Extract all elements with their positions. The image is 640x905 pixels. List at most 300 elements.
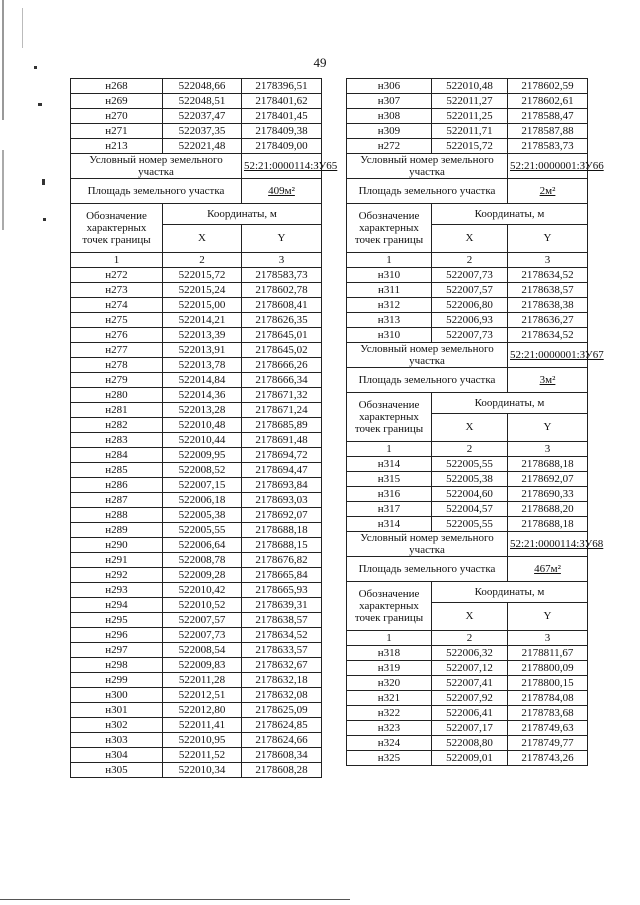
cell-y: 2178783,68 bbox=[508, 706, 588, 721]
left-row bbox=[71, 388, 322, 403]
cell-x: 522010,95 bbox=[163, 733, 242, 748]
cell-y: 2178666,34 bbox=[242, 373, 322, 388]
cell-y: 2178691,48 bbox=[242, 433, 322, 448]
left-row bbox=[71, 403, 322, 418]
right-row bbox=[347, 328, 588, 343]
cad-number-label: Условный номер земельного участка bbox=[347, 343, 508, 368]
cell-y: 2178688,18 bbox=[508, 457, 588, 472]
column-number: 3 bbox=[508, 631, 588, 646]
cell-x: 522007,41 bbox=[432, 676, 508, 691]
right-row bbox=[347, 691, 588, 706]
cell-point: н286 bbox=[71, 478, 163, 493]
column-number: 3 bbox=[508, 442, 588, 457]
cell-point: н316 bbox=[347, 487, 432, 502]
right-row bbox=[347, 721, 588, 736]
cell-x: 522013,91 bbox=[163, 343, 242, 358]
right-row bbox=[347, 751, 588, 766]
cell-y: 2178692,07 bbox=[508, 472, 588, 487]
cell-x: 522011,27 bbox=[432, 94, 508, 109]
right-row bbox=[347, 472, 588, 487]
cell-x: 522010,42 bbox=[163, 583, 242, 598]
right-1-colnum-row bbox=[347, 253, 588, 268]
left-row bbox=[71, 748, 322, 763]
cell-y: 2178638,57 bbox=[242, 613, 322, 628]
left-row bbox=[71, 733, 322, 748]
cell-x: 522009,95 bbox=[163, 448, 242, 463]
cell-x: 522011,41 bbox=[163, 718, 242, 733]
cell-y: 2178401,62 bbox=[242, 94, 322, 109]
right-3-colnum-row bbox=[347, 631, 588, 646]
cell-x: 522007,17 bbox=[432, 721, 508, 736]
cell-x: 522005,38 bbox=[432, 472, 508, 487]
cell-x: 522006,64 bbox=[163, 538, 242, 553]
cell-y: 2178692,07 bbox=[242, 508, 322, 523]
cell-y: 2178639,31 bbox=[242, 598, 322, 613]
cell-y: 2178690,33 bbox=[508, 487, 588, 502]
cell-point: н315 bbox=[347, 472, 432, 487]
coordinates-header: Координаты, м bbox=[432, 582, 588, 603]
cell-point: н285 bbox=[71, 463, 163, 478]
cell-x: 522010,48 bbox=[432, 79, 508, 94]
left-row bbox=[71, 703, 322, 718]
cell-x: 522005,38 bbox=[163, 508, 242, 523]
right-row bbox=[347, 268, 588, 283]
cell-point: н282 bbox=[71, 418, 163, 433]
left-row bbox=[71, 643, 322, 658]
cell-point: н269 bbox=[71, 94, 163, 109]
left-colnum-row bbox=[71, 253, 322, 268]
left-row bbox=[71, 583, 322, 598]
cell-x: 522009,28 bbox=[163, 568, 242, 583]
column-number: 3 bbox=[242, 253, 322, 268]
left-row bbox=[71, 298, 322, 313]
cad-number-value: 52:21:0000114:ЗУ65 bbox=[242, 154, 322, 179]
cell-y: 2178636,27 bbox=[508, 313, 588, 328]
right-row bbox=[347, 487, 588, 502]
left-row bbox=[71, 373, 322, 388]
y-header: Y bbox=[508, 414, 588, 442]
left-row bbox=[71, 448, 322, 463]
cell-y: 2178608,28 bbox=[242, 763, 322, 778]
cell-point: н291 bbox=[71, 553, 163, 568]
cell-x: 522010,52 bbox=[163, 598, 242, 613]
cad-number-value: 52:21:0000001:ЗУ67 bbox=[508, 343, 588, 368]
cell-x: 522037,35 bbox=[163, 124, 242, 139]
left-row bbox=[71, 763, 322, 778]
left-row bbox=[71, 418, 322, 433]
cell-y: 2178409,38 bbox=[242, 124, 322, 139]
cell-x: 522014,21 bbox=[163, 313, 242, 328]
cell-point: н280 bbox=[71, 388, 163, 403]
cell-point: н271 bbox=[71, 124, 163, 139]
cell-x: 522015,72 bbox=[432, 139, 508, 154]
cell-x: 522005,55 bbox=[432, 457, 508, 472]
cell-x: 522015,72 bbox=[163, 268, 242, 283]
cell-y: 2178588,47 bbox=[508, 109, 588, 124]
cell-x: 522007,12 bbox=[432, 661, 508, 676]
cell-point: н272 bbox=[71, 268, 163, 283]
cell-y: 2178583,73 bbox=[508, 139, 588, 154]
cell-x: 522010,44 bbox=[163, 433, 242, 448]
cell-point: н310 bbox=[347, 328, 432, 343]
cell-point: н284 bbox=[71, 448, 163, 463]
cell-point: н278 bbox=[71, 358, 163, 373]
cell-y: 2178665,84 bbox=[242, 568, 322, 583]
cell-x: 522006,93 bbox=[432, 313, 508, 328]
left-row bbox=[71, 628, 322, 643]
right-2-colnum-row bbox=[347, 442, 588, 457]
cell-y: 2178688,15 bbox=[242, 538, 322, 553]
cell-x: 522013,28 bbox=[163, 403, 242, 418]
cell-y: 2178676,82 bbox=[242, 553, 322, 568]
right-row bbox=[347, 283, 588, 298]
y-header: Y bbox=[242, 225, 322, 253]
right-coordinates-table bbox=[346, 78, 604, 766]
cell-y: 2178694,72 bbox=[242, 448, 322, 463]
right-parcel2-cad-row bbox=[347, 343, 588, 368]
cell-x: 522004,57 bbox=[432, 502, 508, 517]
cell-point: н300 bbox=[71, 688, 163, 703]
cell-point: н272 bbox=[347, 139, 432, 154]
cell-x: 522011,28 bbox=[163, 673, 242, 688]
cell-point: н302 bbox=[71, 718, 163, 733]
cell-x: 522005,55 bbox=[163, 523, 242, 538]
right-row bbox=[347, 457, 588, 472]
cell-point: н325 bbox=[347, 751, 432, 766]
cell-y: 2178624,66 bbox=[242, 733, 322, 748]
cell-point: н303 bbox=[71, 733, 163, 748]
left-row bbox=[71, 79, 322, 94]
cad-number-value: 52:21:0000001:ЗУ66 bbox=[508, 154, 588, 179]
cell-y: 2178587,88 bbox=[508, 124, 588, 139]
y-header: Y bbox=[508, 225, 588, 253]
right-2-header-row bbox=[347, 393, 588, 414]
cell-y: 2178624,85 bbox=[242, 718, 322, 733]
left-row bbox=[71, 463, 322, 478]
right-row bbox=[347, 706, 588, 721]
cell-point: н308 bbox=[347, 109, 432, 124]
right-row bbox=[347, 661, 588, 676]
cell-x: 522015,00 bbox=[163, 298, 242, 313]
left-row bbox=[71, 688, 322, 703]
cell-point: н213 bbox=[71, 139, 163, 154]
point-designation-header: Обозначение характерных точек границы bbox=[347, 393, 432, 442]
cell-x: 522008,52 bbox=[163, 463, 242, 478]
cell-y: 2178638,38 bbox=[508, 298, 588, 313]
column-number: 1 bbox=[71, 253, 163, 268]
cell-y: 2178800,09 bbox=[508, 661, 588, 676]
cell-point: н294 bbox=[71, 598, 163, 613]
y-header: Y bbox=[508, 603, 588, 631]
cell-point: н298 bbox=[71, 658, 163, 673]
left-row bbox=[71, 478, 322, 493]
area-label: Площадь земельного участка bbox=[347, 368, 508, 393]
column-number: 2 bbox=[432, 631, 508, 646]
cell-x: 522004,60 bbox=[432, 487, 508, 502]
right-row bbox=[347, 109, 588, 124]
right-row bbox=[347, 124, 588, 139]
cell-y: 2178626,35 bbox=[242, 313, 322, 328]
cell-y: 2178583,73 bbox=[242, 268, 322, 283]
cad-number-value: 52:21:0000114:ЗУ68 bbox=[508, 532, 588, 557]
right-row bbox=[347, 502, 588, 517]
cell-point: н323 bbox=[347, 721, 432, 736]
left-row bbox=[71, 598, 322, 613]
cell-y: 2178634,52 bbox=[242, 628, 322, 643]
cell-x: 522012,51 bbox=[163, 688, 242, 703]
cell-y: 2178743,26 bbox=[508, 751, 588, 766]
left-header-row bbox=[71, 204, 322, 225]
cell-point: н320 bbox=[347, 676, 432, 691]
cell-x: 522010,48 bbox=[163, 418, 242, 433]
cell-x: 522007,73 bbox=[432, 328, 508, 343]
area-value: 409м² bbox=[242, 179, 322, 204]
cell-y: 2178602,61 bbox=[508, 94, 588, 109]
cell-point: н319 bbox=[347, 661, 432, 676]
cell-point: н288 bbox=[71, 508, 163, 523]
cell-x: 522037,47 bbox=[163, 109, 242, 124]
left-parcel-cad-row bbox=[71, 154, 322, 179]
cell-y: 2178396,51 bbox=[242, 79, 322, 94]
cell-y: 2178671,32 bbox=[242, 388, 322, 403]
cell-point: н313 bbox=[347, 313, 432, 328]
x-header: X bbox=[432, 603, 508, 631]
cell-x: 522008,54 bbox=[163, 643, 242, 658]
point-designation-header: Обозначение характерных точек границы bbox=[71, 204, 163, 253]
cell-point: н292 bbox=[71, 568, 163, 583]
cell-x: 522009,83 bbox=[163, 658, 242, 673]
x-header: X bbox=[163, 225, 242, 253]
right-row bbox=[347, 139, 588, 154]
right-parcel1-cad-row bbox=[347, 154, 588, 179]
coordinates-header: Координаты, м bbox=[163, 204, 322, 225]
cell-x: 522007,73 bbox=[163, 628, 242, 643]
cell-x: 522007,92 bbox=[432, 691, 508, 706]
cad-number-label: Условный номер земельного участка bbox=[71, 154, 242, 179]
area-value: 2м² bbox=[508, 179, 588, 204]
left-row bbox=[71, 553, 322, 568]
left-row bbox=[71, 538, 322, 553]
left-row bbox=[71, 358, 322, 373]
cell-point: н301 bbox=[71, 703, 163, 718]
cell-point: н314 bbox=[347, 457, 432, 472]
cell-y: 2178749,77 bbox=[508, 736, 588, 751]
cell-point: н270 bbox=[71, 109, 163, 124]
cell-point: н304 bbox=[71, 748, 163, 763]
cell-point: н287 bbox=[71, 493, 163, 508]
cell-x: 522006,32 bbox=[432, 646, 508, 661]
cell-x: 522014,84 bbox=[163, 373, 242, 388]
cell-point: н268 bbox=[71, 79, 163, 94]
x-header: X bbox=[432, 414, 508, 442]
x-header: X bbox=[432, 225, 508, 253]
cell-x: 522008,80 bbox=[432, 736, 508, 751]
left-row bbox=[71, 718, 322, 733]
left-row bbox=[71, 493, 322, 508]
cell-y: 2178602,59 bbox=[508, 79, 588, 94]
cell-y: 2178688,18 bbox=[242, 523, 322, 538]
right-row bbox=[347, 646, 588, 661]
cell-y: 2178688,20 bbox=[508, 502, 588, 517]
cell-x: 522005,55 bbox=[432, 517, 508, 532]
cell-x: 522007,73 bbox=[432, 268, 508, 283]
right-row bbox=[347, 79, 588, 94]
cell-point: н296 bbox=[71, 628, 163, 643]
right-parcel3-area-row bbox=[347, 557, 588, 582]
cell-x: 522015,24 bbox=[163, 283, 242, 298]
right-row bbox=[347, 94, 588, 109]
left-row bbox=[71, 658, 322, 673]
cell-y: 2178685,89 bbox=[242, 418, 322, 433]
cell-y: 2178633,57 bbox=[242, 643, 322, 658]
cell-y: 2178632,67 bbox=[242, 658, 322, 673]
area-value: 467м² bbox=[508, 557, 588, 582]
cell-y: 2178608,34 bbox=[242, 748, 322, 763]
left-row bbox=[71, 109, 322, 124]
coordinates-header: Координаты, м bbox=[432, 393, 588, 414]
left-row bbox=[71, 568, 322, 583]
cell-x: 522048,66 bbox=[163, 79, 242, 94]
area-label: Площадь земельного участка bbox=[347, 179, 508, 204]
column-number: 2 bbox=[432, 442, 508, 457]
cell-x: 522021,48 bbox=[163, 139, 242, 154]
cell-y: 2178749,63 bbox=[508, 721, 588, 736]
cad-number-label: Условный номер земельного участка bbox=[347, 154, 508, 179]
left-row bbox=[71, 613, 322, 628]
left-row bbox=[71, 328, 322, 343]
cell-y: 2178811,67 bbox=[508, 646, 588, 661]
cell-y: 2178634,52 bbox=[508, 328, 588, 343]
cell-x: 522011,25 bbox=[432, 109, 508, 124]
left-coordinates-table bbox=[70, 78, 338, 778]
cell-x: 522048,51 bbox=[163, 94, 242, 109]
left-row bbox=[71, 673, 322, 688]
right-row bbox=[347, 676, 588, 691]
left-row bbox=[71, 94, 322, 109]
left-row bbox=[71, 124, 322, 139]
cell-y: 2178693,84 bbox=[242, 478, 322, 493]
cell-x: 522011,71 bbox=[432, 124, 508, 139]
cell-point: н274 bbox=[71, 298, 163, 313]
cell-point: н322 bbox=[347, 706, 432, 721]
cell-x: 522010,34 bbox=[163, 763, 242, 778]
column-number: 2 bbox=[432, 253, 508, 268]
right-parcel1-area-row bbox=[347, 179, 588, 204]
point-designation-header: Обозначение характерных точек границы bbox=[347, 582, 432, 631]
cell-point: н295 bbox=[71, 613, 163, 628]
cell-y: 2178634,52 bbox=[508, 268, 588, 283]
right-row bbox=[347, 736, 588, 751]
column-number: 3 bbox=[508, 253, 588, 268]
area-label: Площадь земельного участка bbox=[347, 557, 508, 582]
cell-y: 2178401,45 bbox=[242, 109, 322, 124]
right-row bbox=[347, 517, 588, 532]
cell-x: 522008,78 bbox=[163, 553, 242, 568]
cell-point: н305 bbox=[71, 763, 163, 778]
cell-point: н273 bbox=[71, 283, 163, 298]
left-row bbox=[71, 283, 322, 298]
cell-point: н275 bbox=[71, 313, 163, 328]
cell-point: н289 bbox=[71, 523, 163, 538]
cell-y: 2178666,26 bbox=[242, 358, 322, 373]
right-row bbox=[347, 298, 588, 313]
cell-y: 2178632,08 bbox=[242, 688, 322, 703]
cell-point: н318 bbox=[347, 646, 432, 661]
cell-x: 522013,39 bbox=[163, 328, 242, 343]
cell-point: н276 bbox=[71, 328, 163, 343]
right-row bbox=[347, 313, 588, 328]
cell-y: 2178602,78 bbox=[242, 283, 322, 298]
cell-y: 2178694,47 bbox=[242, 463, 322, 478]
coordinates-header: Координаты, м bbox=[432, 204, 588, 225]
left-row bbox=[71, 313, 322, 328]
column-number: 1 bbox=[347, 442, 432, 457]
cell-point: н283 bbox=[71, 433, 163, 448]
column-number: 2 bbox=[163, 253, 242, 268]
cad-number-label: Условный номер земельного участка bbox=[347, 532, 508, 557]
left-row bbox=[71, 433, 322, 448]
cell-y: 2178608,41 bbox=[242, 298, 322, 313]
cell-y: 2178800,15 bbox=[508, 676, 588, 691]
cell-y: 2178625,09 bbox=[242, 703, 322, 718]
cell-point: н312 bbox=[347, 298, 432, 313]
cell-point: н297 bbox=[71, 643, 163, 658]
area-value: 3м² bbox=[508, 368, 588, 393]
cell-y: 2178632,18 bbox=[242, 673, 322, 688]
cell-y: 2178784,08 bbox=[508, 691, 588, 706]
cell-point: н324 bbox=[347, 736, 432, 751]
page-number: 49 bbox=[313, 55, 327, 70]
cell-point: н307 bbox=[347, 94, 432, 109]
cell-point: н310 bbox=[347, 268, 432, 283]
right-3-header-row bbox=[347, 582, 588, 603]
left-parcel-area-row bbox=[71, 179, 322, 204]
cell-x: 522011,52 bbox=[163, 748, 242, 763]
cell-point: н290 bbox=[71, 538, 163, 553]
cell-x: 522009,01 bbox=[432, 751, 508, 766]
bottom-rule bbox=[0, 899, 350, 900]
left-row bbox=[71, 508, 322, 523]
point-designation-header: Обозначение характерных точек границы bbox=[347, 204, 432, 253]
cell-point: н293 bbox=[71, 583, 163, 598]
cell-y: 2178645,02 bbox=[242, 343, 322, 358]
cell-y: 2178688,18 bbox=[508, 517, 588, 532]
cell-x: 522007,57 bbox=[432, 283, 508, 298]
left-row bbox=[71, 139, 322, 154]
area-label: Площадь земельного участка bbox=[71, 179, 242, 204]
cell-point: н281 bbox=[71, 403, 163, 418]
cell-y: 2178693,03 bbox=[242, 493, 322, 508]
right-parcel3-cad-row bbox=[347, 532, 588, 557]
cell-y: 2178665,93 bbox=[242, 583, 322, 598]
cell-y: 2178645,01 bbox=[242, 328, 322, 343]
cell-x: 522007,15 bbox=[163, 478, 242, 493]
cell-point: н317 bbox=[347, 502, 432, 517]
cell-point: н279 bbox=[71, 373, 163, 388]
cell-x: 522006,80 bbox=[432, 298, 508, 313]
right-1-header-row bbox=[347, 204, 588, 225]
left-row bbox=[71, 343, 322, 358]
cell-y: 2178671,24 bbox=[242, 403, 322, 418]
left-row bbox=[71, 268, 322, 283]
cell-x: 522014,36 bbox=[163, 388, 242, 403]
cell-x: 522012,80 bbox=[163, 703, 242, 718]
cell-point: н311 bbox=[347, 283, 432, 298]
cell-point: н306 bbox=[347, 79, 432, 94]
cell-point: н321 bbox=[347, 691, 432, 706]
cell-point: н314 bbox=[347, 517, 432, 532]
cell-y: 2178409,00 bbox=[242, 139, 322, 154]
